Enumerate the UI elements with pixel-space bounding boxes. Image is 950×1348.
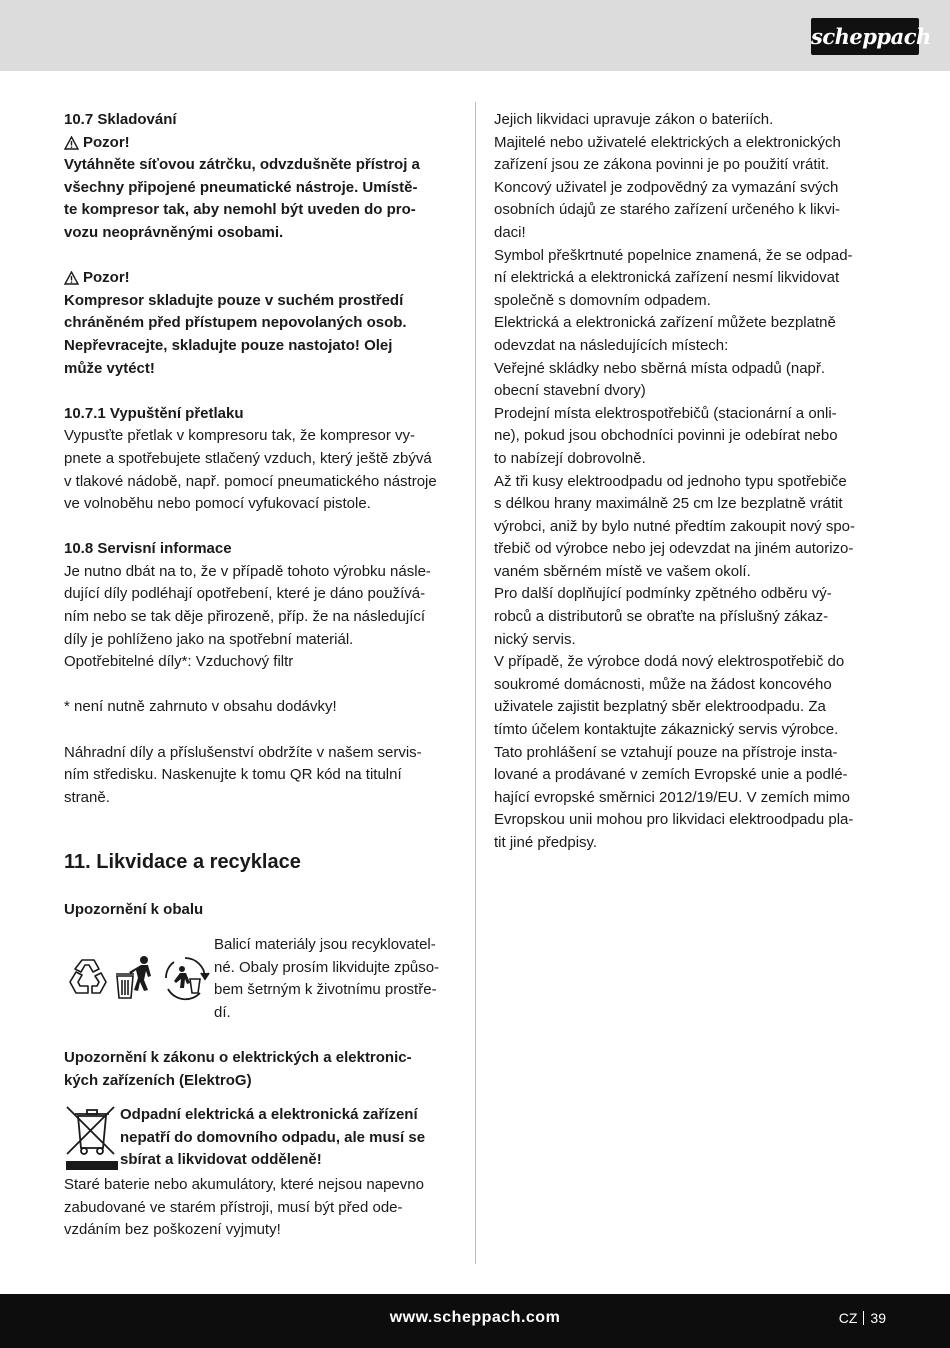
text-line: nepatří do domovního odpadu, ale musí se	[120, 1128, 426, 1146]
crossed-bin-icon	[64, 1104, 120, 1174]
page-footer	[0, 1294, 950, 1348]
right-column	[494, 109, 886, 855]
warning-triangle-icon	[64, 136, 79, 150]
text-line: né. Obaly prosím likvidujte způso-	[214, 958, 440, 976]
text-line: hající evropské směrnici 2012/19/EU. V zemích mimo	[494, 788, 850, 806]
text-line: Je nutno dbát na to, že v případě tohoto výrobku násle-	[64, 562, 431, 580]
language-code: CZ	[838, 1310, 858, 1326]
page-number	[839, 1310, 886, 1326]
packaging-icons	[64, 934, 214, 1014]
text-line: může vytéct!	[64, 359, 155, 377]
text-line: dující díly podléhají opotřebení, které je dáno používá-	[64, 585, 426, 603]
text-line: tit jiné předpisy.	[494, 834, 598, 851]
text-line: Opotřebitelné díly*: Vzduchový filtr	[64, 653, 294, 671]
brand-logo: scheppach	[811, 18, 919, 55]
text-line: nický servis.	[494, 630, 576, 648]
text-line: tímto účelem kontaktujte zákaznický servis výrobce.	[494, 721, 839, 739]
page-header	[0, 0, 950, 71]
text-line: Kompresor skladujte pouze v suchém prostředí	[64, 291, 404, 309]
warning-line	[64, 267, 456, 290]
text-line: Majitelé nebo uživatelé elektrických a elektronických	[494, 133, 841, 151]
text-line: chráněném před přístupem nepovolaných osob.	[64, 314, 407, 332]
text-line: ním středisku. Naskenujte k tomu QR kód na titulní	[64, 766, 402, 784]
battery-text	[64, 1174, 456, 1242]
text-line: vaném sběrném místě ve vašem okolí.	[494, 562, 751, 580]
text-line: soukromé domácnosti, může na žádost koncového	[494, 675, 832, 693]
pressure-release-text	[64, 425, 456, 515]
text-line: Nepřevracejte, skladujte pouze nastojato! Olej	[64, 336, 393, 354]
text-line: uživatele zajistit bezplatný sběr elektroodpadu. Za	[494, 698, 826, 716]
packaging-text	[214, 934, 456, 1024]
left-column	[64, 109, 456, 1242]
text-line: Koncový uživatel je zodpovědný za vymazání svých	[494, 178, 839, 196]
text-line: Upozornění k zákonu o elektrických a elektronic-	[64, 1048, 412, 1066]
text-line: Vytáhněte síťovou zátrčku, odvzdušněte přístroj a	[64, 156, 420, 174]
text-line: kých zařízeních (ElektroG)	[64, 1071, 252, 1089]
text-line: Symbol přeškrtnuté popelnice znamená, že se odpad-	[494, 246, 853, 264]
text-line: Vypusťte přetlak v kompresoru tak, že kompresor vy-	[64, 427, 416, 445]
delivery-note: * není nutně zahrnuto v obsahu dodávky!	[64, 698, 337, 716]
section-title-10-7-1: 10.7.1 Vypuštění přetlaku	[64, 404, 244, 422]
text-line: Evropskou unii mohou pro likvidaci elektroodpadu pla-	[494, 811, 854, 829]
packaging-notice	[64, 934, 456, 1024]
text-line: ne), pokud jsou obchodníci povinni je odebírat nebo	[494, 427, 838, 445]
section-title-10-7: 10.7 Skladování	[64, 111, 177, 128]
text-line: sbírat a likvidovat odděleně!	[120, 1151, 322, 1169]
warning-line	[64, 132, 456, 155]
text-line: Až tři kusy elektroodpadu od jednoho typu spotřebiče	[494, 472, 847, 490]
warning-label: Pozor!	[83, 269, 130, 287]
text-line: te kompresor tak, aby nemohl být uveden do pro-	[64, 201, 416, 219]
text-line: Prodejní místa elektrospotřebičů (stacionární a onli-	[494, 404, 837, 422]
text-line: bem šetrným k životnímu prostře-	[214, 981, 437, 999]
text-line: ním nebo se tak děje přirozeně, příp. že na následující	[64, 608, 426, 626]
text-line: pnete a spotřebujete stlačený vzduch, který ještě zbývá	[64, 449, 432, 467]
text-line: lované a prodávané v zemích Evropské unie a podlé-	[494, 766, 848, 784]
text-line: s délkou hrany maximálně 25 cm lze bezplatně vrátit	[494, 495, 843, 513]
spare-parts-text	[64, 742, 456, 810]
text-line: zabudované ve starém přístroji, musí být před ode-	[64, 1198, 403, 1216]
tidyman-bin-icon	[114, 954, 158, 1002]
website-link[interactable]: www.scheppach.com	[389, 1309, 561, 1326]
warning-text-2	[64, 290, 456, 380]
packaging-title: Upozornění k obalu	[64, 901, 204, 919]
text-line: to nabízejí dobrovolně.	[494, 449, 646, 467]
text-line: odevzdat na následujících místech:	[494, 336, 729, 354]
text-line: vozu neoprávněnými osobami.	[64, 223, 284, 241]
text-line: Staré baterie nebo akumulátory, které nejsou napevno	[64, 1176, 424, 1194]
text-line: v tlakové nádobě, např. pomocí pneumatického nástroje	[64, 472, 437, 490]
text-line: ve volnoběhu nebo pomocí vyfukovací pistole.	[64, 495, 371, 513]
text-line: robců a distributorů se obraťte na příslušný zákaz-	[494, 608, 829, 626]
warning-label: Pozor!	[83, 133, 130, 151]
text-line: Odpadní elektrická a elektronická zařízení	[120, 1106, 418, 1124]
section-title-10-8: 10.8 Servisní informace	[64, 540, 232, 558]
text-line: vzdáním bez poškození vyjmuty!	[64, 1221, 281, 1239]
text-line: zařízení jsou ze zákona povinni je po použití vrátit.	[494, 156, 830, 174]
page-num: 39	[870, 1310, 886, 1326]
text-line: Jejich likvidaci upravuje zákon o bateriích.	[494, 111, 774, 128]
text-line: společně s domovním odpadem.	[494, 291, 711, 309]
text-line: díly je pohlíženo jako na spotřební materiál.	[64, 630, 354, 648]
text-line: Veřejné skládky nebo sběrná místa odpadů (např.	[494, 359, 826, 377]
green-dot-recycle-icon	[160, 953, 210, 1003]
weee-notice	[64, 1104, 456, 1174]
text-line: ní elektrická a elektronická zařízení nesmí likvidovat	[494, 269, 840, 287]
warning-triangle-icon	[64, 271, 79, 285]
text-line: daci!	[494, 223, 526, 241]
column-divider	[475, 102, 476, 1264]
text-line: obecní stavební dvory)	[494, 382, 646, 400]
text-line: Náhradní díly a příslušenství obdržíte v našem servis-	[64, 743, 422, 761]
text-line: straně.	[64, 788, 110, 806]
weee-bold-text	[120, 1104, 425, 1172]
text-line: Pro další doplňující podmínky zpětného odběru vý-	[494, 585, 832, 603]
text-line: výrobci, aniž by bylo nutné předtím zakoupit nový spo-	[494, 517, 856, 535]
warning-text-1	[64, 154, 456, 244]
text-line: osobních údajů ze starého zařízení určeného k likvi-	[494, 201, 841, 219]
text-line: Elektrická a elektronická zařízení můžete bezplatně	[494, 314, 836, 332]
service-info-text	[64, 561, 456, 674]
recycle-icon	[64, 954, 112, 1002]
elektrog-title	[64, 1047, 456, 1092]
text-line: V případě, že výrobce dodá nový elektrospotřebič do	[494, 653, 845, 671]
text-line: dí.	[214, 1003, 231, 1021]
text-line: třebič od výrobce nebo jej odevzdat na jiném autorizo-	[494, 540, 854, 558]
chapter-title-11: 11. Likvidace a recyklace	[64, 851, 301, 874]
text-line: všechny připojené pneumatické nástroje. Umístě-	[64, 178, 418, 196]
text-line: Balicí materiály jsou recyklovatel-	[214, 936, 436, 953]
text-line: Tato prohlášení se vztahují pouze na přístroje insta-	[494, 743, 838, 761]
